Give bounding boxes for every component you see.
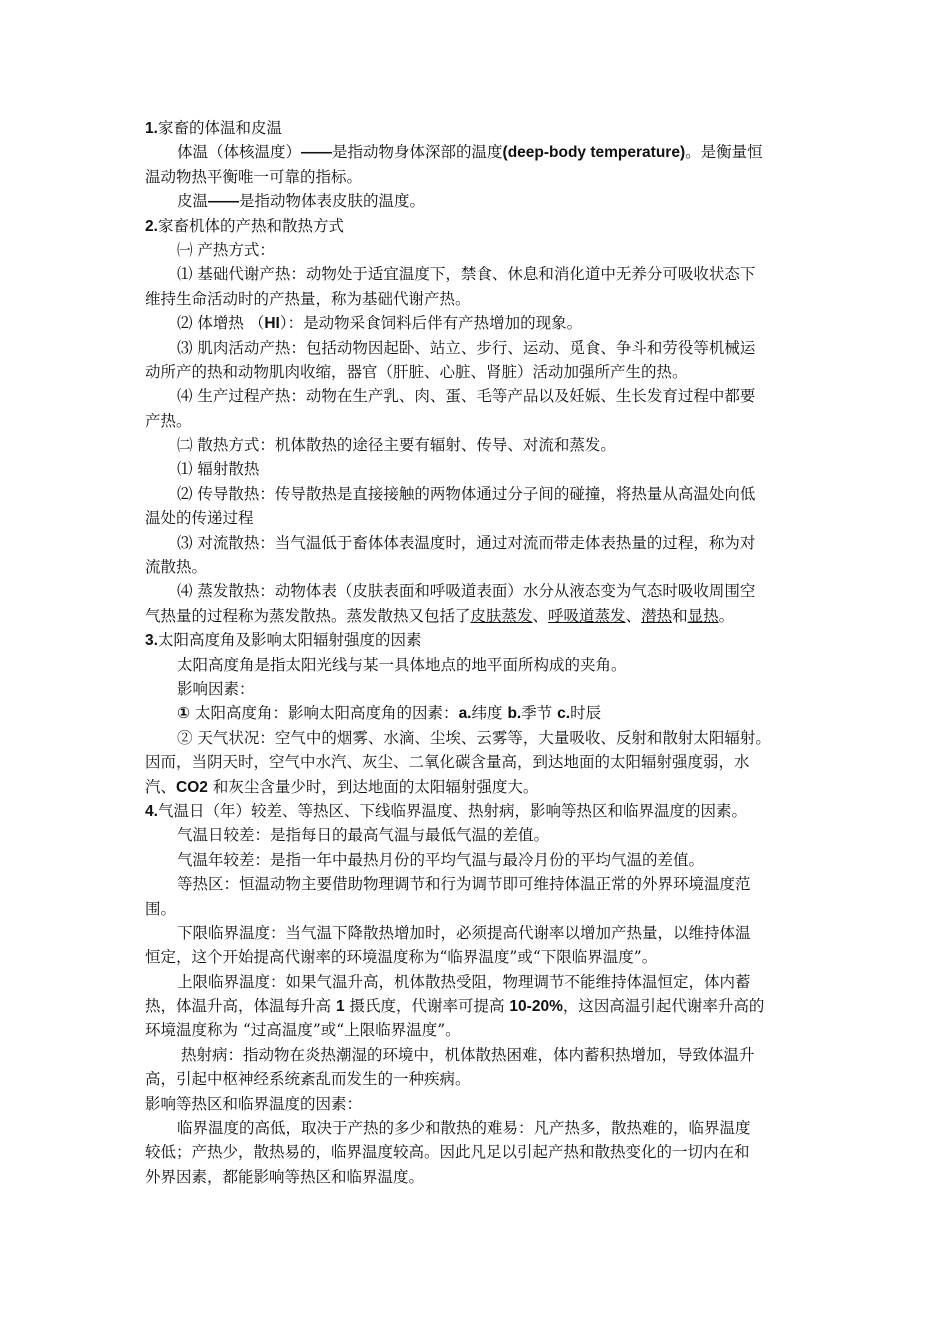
section-2-heading <box>145 214 810 238</box>
circled-number: ① <box>177 705 191 723</box>
text: 纬度 <box>471 704 508 723</box>
prod-item-1: ⑴ 基础代谢产热：动物处于适宜温度下，禁食、休息和消化道中无养分可吸收状态下 <box>177 265 756 284</box>
text: 体温（体核温度） <box>177 143 302 162</box>
diss-item-3: ⑶ 对流散热：当气温低于畜体体表温度时，通过对流而带走体表热量的过程，称为对 <box>177 533 756 552</box>
prod-item-3-cont: 动所产的热和动物肌肉收缩，器官（肝脏、心脏、肾脏）活动加强所产生的热。 <box>145 362 688 381</box>
prod-item-2 <box>145 311 810 335</box>
diss-item-2-cont: 温处的传递过程 <box>145 509 254 528</box>
heat-production-title: ㈠ 产热方式： <box>177 240 275 259</box>
english-term: (deep-body temperature) <box>502 144 686 162</box>
factor-1 <box>145 701 810 725</box>
prod-item-3: ⑶ 肌肉活动产热：包括动物因起卧、站立、步行、运动、觅食、争斗和劳役等机械运 <box>177 338 756 357</box>
section-title: 家畜机体的产热和散热方式 <box>157 216 344 235</box>
heatstroke-def: 热射病：指动物在炎热潮湿的环境中，机体散热困难，体内蓄积热增加，导致体温升 <box>181 1045 755 1064</box>
underlined-term: 显热 <box>687 606 719 625</box>
section-number: 3. <box>145 632 158 650</box>
factor-2-cont2 <box>145 775 810 799</box>
factors-label: 影响因素： <box>177 679 255 698</box>
prod-item-4: ⑷ 生产过程产热：动物在生产乳、肉、蛋、毛等产品以及妊娠、生长发育过程中都要 <box>177 387 756 406</box>
section-3-heading <box>145 628 810 652</box>
text: 。 <box>718 606 735 625</box>
text: 摄氏度，代谢率可提高 <box>344 997 510 1016</box>
diss-item-2: ⑵ 传导散热：传导散热是直接接触的两物体通过分子间的碰撞，将热量从高温处向低 <box>177 484 756 503</box>
text: 。是衡量恒 <box>685 143 763 162</box>
influence-factors-text-cont: 较低；产热少，散热易的，临界温度较高。因此凡足以引起产热和散热变化的一切内在和 <box>145 1143 750 1162</box>
thermoneutral-zone-def: 等热区：恒温动物主要借助物理调节和行为调节即可维持体温正常的外界环境温度范 <box>177 875 751 894</box>
section-number: 1. <box>145 120 158 137</box>
lower-critical-temp-def: 下限临界温度：当气温下降散热增加时，必须提高代谢率以增加产热量，以维持体温 <box>177 923 751 942</box>
influence-factors-text-cont2: 外界因素，都能影响等热区和临界温度。 <box>145 1167 425 1186</box>
diss-item-1: ⑴ 辐射散热 <box>177 460 260 479</box>
dash: —— <box>301 144 333 162</box>
factor-2-cont: 因而，当阴天时，空气中水汽、灰尘、二氧化碳含量高，到达地面的太阳辐射强度弱，水 <box>145 753 750 772</box>
text: 和 <box>672 606 688 625</box>
text: 皮温 <box>177 192 209 211</box>
influence-factors-text: 临界温度的高低，取决于产热的多少和散热的难易：凡产热多，散热难的，临界温度 <box>177 1119 751 1138</box>
diss-item-3-cont: 流散热。 <box>145 558 208 577</box>
separator: 、 <box>625 606 642 625</box>
text: 汽、 <box>145 777 177 796</box>
section-4-heading <box>145 799 810 823</box>
list-letter: c. <box>557 705 571 723</box>
text: 太阳高度角：影响太阳高度角的因素： <box>190 704 459 723</box>
skin-temp-def <box>145 189 810 213</box>
sun-angle-def: 太阳高度角是指太阳光线与某一具体地点的地平面所构成的夹角。 <box>177 655 627 674</box>
dash: —— <box>208 193 240 211</box>
number: 1 <box>335 998 345 1016</box>
lower-critical-temp-def-cont: 恒定，这个开始提高代谢率的环境温度称为“临界温度”或“下限临界温度”。 <box>145 948 658 967</box>
upper-critical-temp-def-cont <box>145 994 810 1018</box>
thermoneutral-zone-def-cont: 围。 <box>145 899 177 918</box>
text: 是指动物体表皮肤的温度。 <box>239 192 426 211</box>
section-title: 家畜的体温和皮温 <box>157 119 282 137</box>
text: ）：是动物采食饲料后伴有产热增加的现象。 <box>279 314 583 333</box>
text: 是指动物身体深部的温度 <box>332 143 503 162</box>
prod-item-4-cont: 产热。 <box>145 411 192 430</box>
percentage: 10-20% <box>509 998 563 1016</box>
factor-2: ② 天气状况：空气中的烟雾、水滴、尘埃、云雾等，大量吸收、反射和散射太阳辐射。 <box>177 728 771 747</box>
text: ，这因高温引起代谢率升高的 <box>562 997 765 1016</box>
section-1-heading <box>145 116 810 140</box>
text: 气热量的过程称为蒸发散热。蒸发散热又包括了 <box>145 606 471 625</box>
section-number: 2. <box>145 217 158 235</box>
diss-item-4: ⑷ 蒸发散热：动物体表（皮肤表面和呼吸道表面）水分从液态变为气态时吸收周围空 <box>177 582 756 601</box>
daily-range-def: 气温日较差：是指每日的最高气温与最低气温的差值。 <box>177 826 550 845</box>
section-title: 气温日（年）较差、等热区、下线临界温度、热射病，影响等热区和临界温度的因素。 <box>157 801 747 820</box>
text: 热，体温升高，体温每升高 <box>145 997 336 1016</box>
formula: CO2 <box>176 778 208 796</box>
underlined-term: 呼吸道蒸发 <box>548 606 626 625</box>
body-temp-def <box>145 140 810 164</box>
text: 季节 <box>521 704 558 723</box>
underlined-term: 潜热 <box>641 606 673 625</box>
text: 时辰 <box>570 704 602 723</box>
list-letter: b. <box>507 705 522 723</box>
upper-critical-temp-def: 上限临界温度：如果气温升高，机体散热受阻，物理调节不能维持体温恒定，体内蓄 <box>177 972 751 991</box>
abbr-hi: HI <box>264 315 280 333</box>
annual-range-def: 气温年较差：是指一年中最热月份的平均气温与最冷月份的平均气温的差值。 <box>177 850 705 869</box>
text: 和灰尘含量少时，到达地面的太阳辐射强度大。 <box>207 777 539 796</box>
heatstroke-def-cont: 高，引起中枢神经系统紊乱而发生的一种疾病。 <box>145 1070 471 1089</box>
section-number: 4. <box>145 802 158 820</box>
prod-item-1-cont: 维持生命活动时的产热量，称为基础代谢产热。 <box>145 289 471 308</box>
diss-item-4-cont <box>145 604 810 628</box>
separator: 、 <box>532 606 549 625</box>
body-temp-def-cont: 温动物热平衡唯一可靠的指标。 <box>145 167 363 186</box>
upper-critical-temp-def-cont2: 环境温度称为 “过高温度”或“上限临界温度”。 <box>145 1021 461 1040</box>
document-body <box>145 116 810 1189</box>
heat-dissipation-title: ㈡ 散热方式：机体散热的途径主要有辐射、传导、对流和蒸发。 <box>177 436 616 455</box>
underlined-term: 皮肤蒸发 <box>470 606 533 625</box>
influence-factors-title: 影响等热区和临界温度的因素： <box>145 1094 363 1113</box>
list-letter: a. <box>458 705 472 723</box>
text: ⑵ 体增热 （ <box>177 314 265 333</box>
section-title: 太阳高度角及影响太阳辐射强度的因素 <box>157 631 422 650</box>
